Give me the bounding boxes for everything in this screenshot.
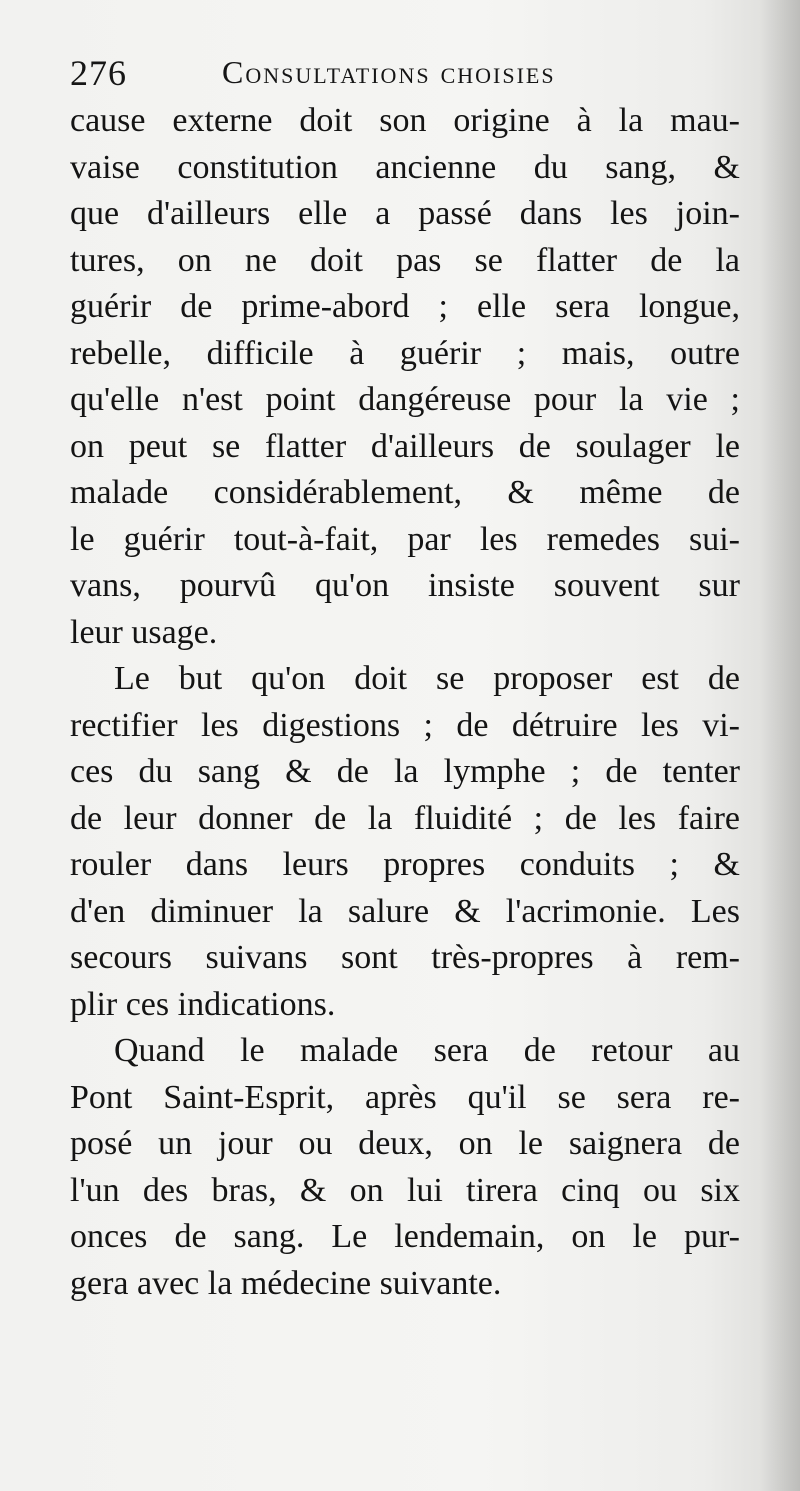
paragraph [70, 1028, 740, 1307]
text-line: l'un des bras, & on lui tirera cinq ou six [70, 1171, 740, 1209]
text-line: rectifier les digestions ; de détruire les vi- [70, 706, 740, 744]
text-line: vans, pourvû qu'on insiste souvent sur [70, 567, 740, 604]
text-line: on peut se flatter d'ailleurs de soulager le [70, 427, 740, 465]
text-line: vaise constitution ancienne du sang, & [70, 148, 740, 186]
page-number: 276 [70, 53, 127, 93]
text-line: Le but qu'on doit se proposer est de [114, 660, 740, 697]
text-line: le guérir tout-à-fait, par les remedes sui- [70, 520, 740, 558]
paragraph [70, 656, 740, 1028]
text-line: de leur donner de la fluidité ; de les faire [70, 799, 740, 837]
text-line: tures, on ne doit pas se flatter de la [70, 241, 740, 279]
text-line: secours suivans sont très-propres à rem- [70, 939, 740, 976]
text-line: onces de sang. Le lendemain, on le pur- [70, 1218, 740, 1255]
text-line: leur usage. [70, 613, 218, 651]
text-line: que d'ailleurs elle a passé dans les join- [70, 195, 740, 232]
page-header [70, 52, 770, 100]
paragraph [70, 98, 740, 656]
text-line: qu'elle n'est point dangéreuse pour la vie ; [70, 381, 740, 418]
page-shadow [760, 0, 800, 1491]
text-line: posé un jour ou deux, on le saignera de [70, 1125, 740, 1162]
text-line: cause externe doit son origine à la mau- [70, 102, 740, 139]
text-line: Quand le malade sera de retour au [114, 1032, 740, 1069]
text-line: rebelle, difficile à guérir ; mais, outre [70, 334, 740, 372]
body-text [70, 98, 740, 1307]
text-line: ces du sang & de la lymphe ; de tenter [70, 753, 740, 790]
text-line: plir ces indications. [70, 985, 336, 1023]
running-head: Consultations choisies [222, 54, 556, 90]
text-line: gera avec la médecine suivante. [70, 1264, 502, 1302]
text-line: Pont Saint-Esprit, après qu'il se sera re- [70, 1078, 740, 1116]
text-line: malade considérablement, & même de [70, 474, 740, 511]
text-line: d'en diminuer la salure & l'acrimonie. Les [70, 892, 740, 930]
text-line: guérir de prime-abord ; elle sera longue, [70, 288, 740, 325]
text-line: rouler dans leurs propres conduits ; & [70, 846, 740, 883]
